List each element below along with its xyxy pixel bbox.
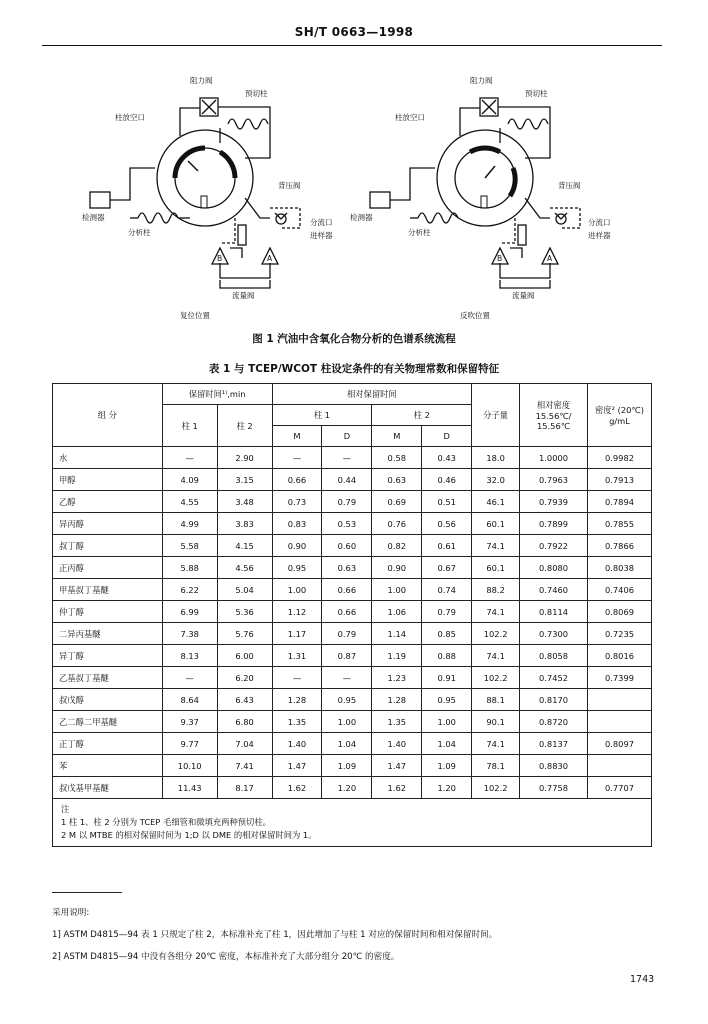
table-cell: 1.28 <box>272 689 322 711</box>
right-split-label: 分流口 <box>588 218 611 227</box>
table-cell: 8.17 <box>217 777 272 799</box>
table-cell: 0.79 <box>322 491 372 513</box>
table-cell: 5.76 <box>217 623 272 645</box>
table-cell: 0.7855 <box>587 513 651 535</box>
component-name: 正丙醇 <box>53 557 163 579</box>
table-cell: 0.9982 <box>587 447 651 469</box>
right-b-label: B <box>497 254 503 263</box>
table-cell: 0.43 <box>422 447 472 469</box>
table-row <box>53 601 652 623</box>
table-cell: 6.20 <box>217 667 272 689</box>
table-row <box>53 579 652 601</box>
table-cell: 1.20 <box>422 777 472 799</box>
left-backvalve-label: 背压阀 <box>278 181 301 190</box>
table-cell: 0.63 <box>322 557 372 579</box>
table-cell: 0.7939 <box>520 491 588 513</box>
table-cell: 0.58 <box>372 447 422 469</box>
table-cell: 0.46 <box>422 469 472 491</box>
table-cell: 0.53 <box>322 513 372 535</box>
table-cell: 0.82 <box>372 535 422 557</box>
hdr-m1: M <box>272 426 322 447</box>
table-cell: 0.88 <box>422 645 472 667</box>
page-number: 1743 <box>630 974 655 985</box>
table-cell: 1.0000 <box>520 447 588 469</box>
table-cell: 0.66 <box>322 601 372 623</box>
table-cell: 0.8016 <box>587 645 651 667</box>
table-cell <box>587 689 651 711</box>
table-cell: 0.61 <box>422 535 472 557</box>
footnote-title: 采用说明: <box>52 908 90 918</box>
table-row <box>53 689 652 711</box>
table-cell: 0.69 <box>372 491 422 513</box>
right-colport-label: 柱放空口 <box>395 113 425 122</box>
table-cell: 7.41 <box>217 755 272 777</box>
right-detector-label: 检测器 <box>350 213 373 222</box>
table-cell: 7.04 <box>217 733 272 755</box>
component-name: 正丁醇 <box>53 733 163 755</box>
table-cell: 4.15 <box>217 535 272 557</box>
table-notes <box>53 799 652 847</box>
table-cell: 102.2 <box>472 623 520 645</box>
header-rule <box>42 45 662 46</box>
table-cell: 0.79 <box>422 601 472 623</box>
table-cell: 0.44 <box>322 469 372 491</box>
table-cell: 0.56 <box>422 513 472 535</box>
table-cell: 0.90 <box>372 557 422 579</box>
table-cell: — <box>322 447 372 469</box>
table-cell: 74.1 <box>472 535 520 557</box>
left-precut-label: 预切柱 <box>245 89 268 98</box>
component-name: 叔戊醇 <box>53 689 163 711</box>
table-cell: 1.17 <box>272 623 322 645</box>
table-cell: 1.28 <box>372 689 422 711</box>
right-injector-label: 进样器 <box>588 231 611 240</box>
table-cell: 0.73 <box>272 491 322 513</box>
hdr-col1: 柱 1 <box>162 405 217 447</box>
table-cell: 1.35 <box>272 711 322 733</box>
table-cell: 9.77 <box>162 733 217 755</box>
left-a-label: A <box>267 254 273 263</box>
table-cell: 3.48 <box>217 491 272 513</box>
table-cell: 5.04 <box>217 579 272 601</box>
table-cell: 0.95 <box>422 689 472 711</box>
table-cell: 0.60 <box>322 535 372 557</box>
table-cell: — <box>162 667 217 689</box>
table-cell: 1.00 <box>272 579 322 601</box>
right-valve-label: 阻力阀 <box>470 76 493 85</box>
component-name: 二异丙基醚 <box>53 623 163 645</box>
table-cell: 88.2 <box>472 579 520 601</box>
table-cell: 1.09 <box>422 755 472 777</box>
table-cell: 0.8069 <box>587 601 651 623</box>
table-cell: 0.95 <box>322 689 372 711</box>
table-cell: 11.43 <box>162 777 217 799</box>
table-cell: 8.64 <box>162 689 217 711</box>
right-position-label: 反吹位置 <box>460 311 490 320</box>
table-cell: 1.40 <box>372 733 422 755</box>
component-name: 仲丁醇 <box>53 601 163 623</box>
table-row <box>53 645 652 667</box>
table-cell: 0.7452 <box>520 667 588 689</box>
table-cell: 1.19 <box>372 645 422 667</box>
table-cell: 9.37 <box>162 711 217 733</box>
table-cell: 1.14 <box>372 623 422 645</box>
table-cell: 0.8137 <box>520 733 588 755</box>
table-cell: 0.90 <box>272 535 322 557</box>
table-cell: 0.85 <box>422 623 472 645</box>
table-cell: 18.0 <box>472 447 520 469</box>
table-cell: 4.09 <box>162 469 217 491</box>
table-cell: 4.99 <box>162 513 217 535</box>
hdr-d2: D <box>422 426 472 447</box>
table-cell: 0.7899 <box>520 513 588 535</box>
table-cell: 0.91 <box>422 667 472 689</box>
table-cell: 60.1 <box>472 513 520 535</box>
table-cell: 0.87 <box>322 645 372 667</box>
table-cell: 74.1 <box>472 601 520 623</box>
table-cell: 90.1 <box>472 711 520 733</box>
footnote-rule <box>52 892 122 893</box>
table-cell: 0.7758 <box>520 777 588 799</box>
table-cell: 1.47 <box>272 755 322 777</box>
hdr-rcol1: 柱 1 <box>272 405 372 426</box>
hdr-col2: 柱 2 <box>217 405 272 447</box>
right-analysiscol-label: 分析柱 <box>408 228 431 237</box>
table-cell: 1.04 <box>422 733 472 755</box>
table-cell: 74.1 <box>472 733 520 755</box>
table-cell: 0.51 <box>422 491 472 513</box>
table-row <box>53 733 652 755</box>
note-2: 2 M 以 MTBE 的相对保留时间为 1;D 以 DME 的相对保留时间为 1。 <box>61 830 317 840</box>
table-cell: 102.2 <box>472 777 520 799</box>
table-cell: — <box>272 447 322 469</box>
table-cell: 0.7235 <box>587 623 651 645</box>
component-name: 苯 <box>53 755 163 777</box>
table-cell: 1.40 <box>272 733 322 755</box>
table-cell: 2.90 <box>217 447 272 469</box>
table-cell <box>587 755 651 777</box>
table-cell: 6.80 <box>217 711 272 733</box>
hdr-density: 相对密度 15.56℃/ 15.56℃ <box>520 384 588 447</box>
left-valve-label: 阻力阀 <box>190 76 213 85</box>
table-cell: 1.12 <box>272 601 322 623</box>
table-cell: 3.15 <box>217 469 272 491</box>
table-cell: 1.06 <box>372 601 422 623</box>
table-cell: — <box>162 447 217 469</box>
left-split-label: 分流口 <box>310 218 333 227</box>
table-row <box>53 623 652 645</box>
hdr-rcol2: 柱 2 <box>372 405 472 426</box>
component-name: 叔戊基甲基醚 <box>53 777 163 799</box>
component-name: 甲醇 <box>53 469 163 491</box>
right-flowvalve-label: 流量阀 <box>512 291 535 300</box>
table-cell: 0.83 <box>272 513 322 535</box>
table-cell: 1.35 <box>372 711 422 733</box>
table-cell: 0.7963 <box>520 469 588 491</box>
table-cell: 0.8097 <box>587 733 651 755</box>
table-cell: 0.66 <box>322 579 372 601</box>
table-cell: 10.10 <box>162 755 217 777</box>
table-cell: 7.38 <box>162 623 217 645</box>
table-cell: — <box>322 667 372 689</box>
table-cell: 4.55 <box>162 491 217 513</box>
component-name: 叔丁醇 <box>53 535 163 557</box>
table-cell: 0.67 <box>422 557 472 579</box>
table-row <box>53 535 652 557</box>
table-row <box>53 557 652 579</box>
table-cell: 0.76 <box>372 513 422 535</box>
left-injector-label: 进样器 <box>310 231 333 240</box>
chromatograph-flow-diagram <box>70 68 630 323</box>
table-cell: 0.7399 <box>587 667 651 689</box>
note-1: 1 柱 1、柱 2 分别为 TCEP 毛细管和微填充两种预切柱。 <box>61 817 271 827</box>
table-cell: 46.1 <box>472 491 520 513</box>
properties-table <box>52 383 652 847</box>
table-caption: 表 1 与 TCEP/WCOT 柱设定条件的有关物理常数和保留特征 <box>208 363 500 375</box>
table-cell: 3.83 <box>217 513 272 535</box>
table-cell: 1.00 <box>372 579 422 601</box>
table-cell: 0.7300 <box>520 623 588 645</box>
hdr-component: 组 分 <box>53 384 163 447</box>
component-name: 异丁醇 <box>53 645 163 667</box>
right-a-label: A <box>547 254 553 263</box>
footnote-1: 1] ASTM D4815—94 表 1 只规定了柱 2，本标准补充了柱 1，因此增加了与柱 1 对应的保留时间和相对保留时间。 <box>52 930 498 940</box>
table-cell: 1.62 <box>372 777 422 799</box>
figure-caption: 图 1 汽油中含氧化合物分析的色谱系统流程 <box>252 333 456 345</box>
table-cell: 4.56 <box>217 557 272 579</box>
left-colport-label: 柱放空口 <box>115 113 145 122</box>
table-cell: 0.7707 <box>587 777 651 799</box>
table-cell: 0.8058 <box>520 645 588 667</box>
table-cell: 0.8170 <box>520 689 588 711</box>
table-cell: 0.7460 <box>520 579 588 601</box>
table-cell: 6.00 <box>217 645 272 667</box>
note-label: 注 <box>61 804 70 814</box>
table-cell: 60.1 <box>472 557 520 579</box>
table-cell: 0.66 <box>272 469 322 491</box>
table-row <box>53 491 652 513</box>
hdr-relative: 相对保留时间 <box>272 384 472 405</box>
table-cell: 5.58 <box>162 535 217 557</box>
table-row <box>53 513 652 535</box>
left-analysiscol-label: 分析柱 <box>128 228 151 237</box>
footnote-2: 2] ASTM D4815—94 中没有各组分 20℃ 密度，本标准补充了大部分组分 20℃ 的密度。 <box>52 952 400 962</box>
table-row <box>53 447 652 469</box>
table-cell: 1.09 <box>322 755 372 777</box>
right-precut-label: 预切柱 <box>525 89 548 98</box>
table-cell: 74.1 <box>472 645 520 667</box>
component-name: 乙醇 <box>53 491 163 513</box>
hdr-retention: 保留时间¹⁾,min <box>162 384 272 405</box>
table-cell: 1.23 <box>372 667 422 689</box>
table-cell: 8.13 <box>162 645 217 667</box>
table-cell: 0.7894 <box>587 491 651 513</box>
right-backvalve-label: 背压阀 <box>558 181 581 190</box>
hdr-d1: D <box>322 426 372 447</box>
left-detector-label: 检测器 <box>82 213 105 222</box>
table-cell: 88.1 <box>472 689 520 711</box>
table-cell: 0.7922 <box>520 535 588 557</box>
left-flowvalve-label: 流量阀 <box>232 291 255 300</box>
hdr-dens20: 密度² (20℃) g/mL <box>587 384 651 447</box>
table-row <box>53 711 652 733</box>
table-cell: 1.00 <box>422 711 472 733</box>
table-cell: 0.8830 <box>520 755 588 777</box>
table-cell: 0.79 <box>322 623 372 645</box>
table-cell: 102.2 <box>472 667 520 689</box>
table-cell: 5.36 <box>217 601 272 623</box>
table-cell: 1.20 <box>322 777 372 799</box>
table-cell: 32.0 <box>472 469 520 491</box>
table-cell: 78.1 <box>472 755 520 777</box>
table-cell: 0.7866 <box>587 535 651 557</box>
table-cell: 0.63 <box>372 469 422 491</box>
table-cell: 0.8038 <box>587 557 651 579</box>
component-name: 异丙醇 <box>53 513 163 535</box>
component-name: 水 <box>53 447 163 469</box>
table-cell: 1.47 <box>372 755 422 777</box>
component-name: 甲基叔丁基醚 <box>53 579 163 601</box>
table-row <box>53 667 652 689</box>
table-cell: 1.00 <box>322 711 372 733</box>
table-cell <box>587 711 651 733</box>
table-cell: 1.62 <box>272 777 322 799</box>
table-cell: 0.8720 <box>520 711 588 733</box>
table-cell: 1.31 <box>272 645 322 667</box>
hdr-m2: M <box>372 426 422 447</box>
component-name: 乙二醇二甲基醚 <box>53 711 163 733</box>
table-cell: 0.74 <box>422 579 472 601</box>
table-row <box>53 469 652 491</box>
table-cell: — <box>272 667 322 689</box>
table-row <box>53 777 652 799</box>
table-cell: 0.8080 <box>520 557 588 579</box>
table-cell: 6.43 <box>217 689 272 711</box>
table-cell: 0.95 <box>272 557 322 579</box>
table-cell: 1.04 <box>322 733 372 755</box>
hdr-mw: 分子量 <box>472 384 520 447</box>
component-name: 乙基叔丁基醚 <box>53 667 163 689</box>
left-position-label: 复位位置 <box>180 311 210 320</box>
table-cell: 0.7913 <box>587 469 651 491</box>
table-cell: 0.7406 <box>587 579 651 601</box>
table-cell: 5.88 <box>162 557 217 579</box>
page-header: SH/T 0663—1998 <box>294 25 414 39</box>
left-b-label: B <box>217 254 223 263</box>
table-cell: 6.22 <box>162 579 217 601</box>
table-cell: 0.8114 <box>520 601 588 623</box>
table-cell: 6.99 <box>162 601 217 623</box>
table-row <box>53 755 652 777</box>
